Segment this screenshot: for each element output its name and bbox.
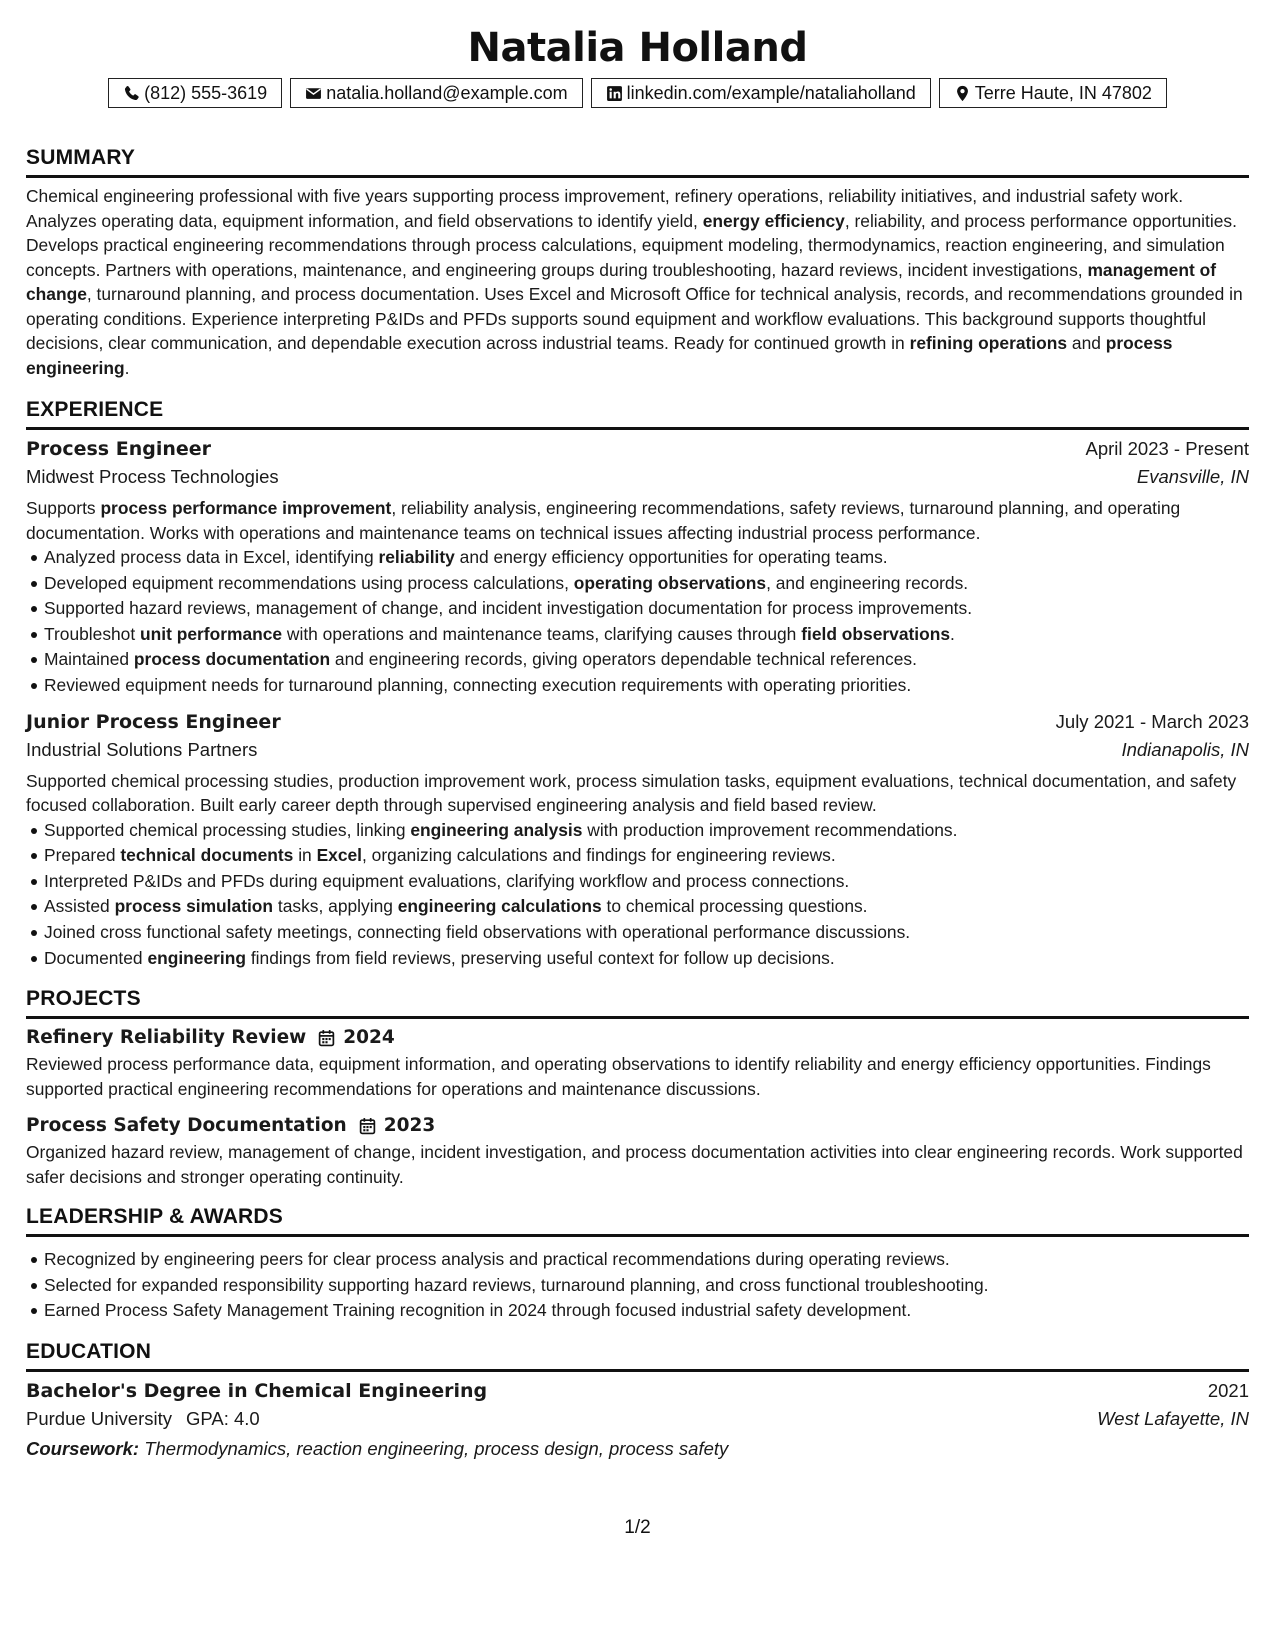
project-description: Reviewed process performance data, equipment information, and operating observations to identify reliability and energy efficiency opportunities. Findings supported practical engineering recommendations for operations and maintenance discussions. (26, 1054, 1211, 1099)
education-location: West Lafayette, IN (1097, 1407, 1249, 1429)
bullet-seg: Prepared (44, 845, 121, 866)
job-description (26, 769, 1249, 818)
project-description: Organized hazard review, management of change, incident investigation, and process documentation activities into clear engineering records. Work supported safer decisions and stronger operating continuity. (26, 1142, 1243, 1187)
bullet-emphasis: engineering calculations (397, 896, 602, 917)
job-entry (26, 711, 1249, 972)
job-entry (26, 438, 1249, 699)
bullet-seg: in (293, 845, 317, 866)
job-description (26, 496, 1249, 545)
coursework-list: Thermodynamics, reaction engineering, process design, process safety (139, 1437, 729, 1459)
page-indicator: 1/2 (624, 1517, 651, 1538)
education-school: Purdue University (26, 1407, 173, 1429)
leadership-bullets (26, 1247, 1249, 1324)
summary-seg: , turnaround planning, and process documentation. Uses Excel and Microsoft Office for technical analysis, records, and recommendations grounded in operating conditions. Experience interpreting P&IDs and PFDs supports sound equipment and workflow evaluations. This background supports thoughtful decisions, clear communication, and dependable execution across industrial teams. Ready for continued growth in (26, 284, 1243, 353)
section-title-projects: PROJECTS (26, 987, 1249, 1019)
job-location: Indianapolis, IN (1121, 738, 1249, 760)
list-item: Earned Process Safety Management Training recognition in 2024 through focused industrial safety development. (44, 1298, 1249, 1324)
bullet-emphasis: process simulation (114, 896, 274, 917)
contact-linkedin-text: linkedin.com/example/nataliaholland (626, 82, 916, 103)
project-entry (26, 1027, 1249, 1101)
experience-section (26, 398, 1249, 971)
bullet-seg: , and engineering records. (766, 572, 969, 593)
job-subheader (26, 739, 1249, 761)
desc-seg: Supports (26, 498, 101, 518)
bullet-seg: to chemical processing questions. (601, 896, 868, 917)
calendar-icon (359, 1117, 376, 1135)
job-dates: April 2023 - Present (1085, 438, 1249, 459)
job-header (26, 438, 1249, 460)
bullet-emphasis: operating observations (573, 572, 767, 593)
contact-linkedin[interactable] (591, 78, 931, 108)
bullet-emphasis: engineering analysis (410, 819, 583, 840)
list-item: Recognized by engineering peers for clear process analysis and practical recommendations during operating reviews. (44, 1247, 1249, 1273)
job-header (26, 711, 1249, 733)
education-subheader (26, 1408, 1249, 1430)
summary-seg: , reliability, and process performance opportunities. Develops practical engineering recommendations through process calculations, equipment modeling, thermodynamics, reaction engineering, and simulation concepts. Partners with operations, maintenance, and engineering groups during troubleshooting, hazard reviews, incident investigations, (26, 210, 1237, 280)
bullet-seg: Documented (44, 947, 148, 968)
bullet-seg: Developed equipment recommendations using process calculations, (44, 572, 574, 593)
bullet-emphasis: Excel (316, 845, 363, 866)
bullet-emphasis: unit performance (140, 623, 283, 644)
job-title: Process Engineer (26, 438, 212, 460)
bullet-emphasis: process documentation (133, 649, 331, 670)
summary-seg: and (1067, 333, 1106, 353)
linkedin-icon (606, 85, 623, 102)
summary-emphasis: energy efficiency (702, 210, 845, 231)
leadership-section (26, 1205, 1249, 1324)
project-entry (26, 1115, 1249, 1189)
job-company: Industrial Solutions Partners (26, 738, 258, 760)
job-location: Evansville, IN (1136, 466, 1249, 487)
list-item (44, 818, 1249, 844)
contact-bar (26, 78, 1249, 108)
bullet-seg: Interpreted P&IDs and PFDs during equipment evaluations, clarifying workflow and process connections. (44, 870, 850, 891)
summary-seg: Chemical engineering professional with five years supporting process improvement, refinery operations, reliability initiatives, and industrial safety work. Analyzes operating data, equipment information, and field observations to identify yield, (26, 186, 1184, 231)
project-year: 2023 (383, 1115, 436, 1137)
envelope-icon (305, 85, 322, 102)
list-item (44, 894, 1249, 920)
contact-phone[interactable] (108, 78, 282, 108)
section-title-education: EDUCATION (26, 1340, 1249, 1372)
list-item (44, 596, 1249, 622)
summary-section (26, 146, 1249, 380)
list-item (44, 622, 1249, 648)
map-pin-icon (954, 85, 971, 102)
bullet-seg: with operations and maintenance teams, clarifying causes through (282, 623, 802, 644)
bullet-seg: findings from field reviews, preserving useful context for follow up decisions. (246, 947, 835, 968)
list-item (44, 571, 1249, 597)
summary-text (26, 184, 1249, 380)
project-header (26, 1027, 1249, 1048)
contact-email-text: natalia.holland@example.com (326, 82, 568, 103)
summary-seg: . (124, 357, 130, 378)
list-item: Selected for expanded responsibility supporting hazard reviews, turnaround planning, and cross functional troubleshooting. (44, 1273, 1249, 1299)
bullet-seg: tasks, applying (273, 896, 398, 917)
bullet-seg: Joined cross functional safety meetings, connecting field observations with operational performance discussions. (44, 921, 911, 942)
job-title: Junior Process Engineer (26, 710, 281, 733)
summary-emphasis: management of change (26, 259, 1216, 304)
bullet-emphasis: technical documents (120, 845, 294, 866)
desc-emphasis: process performance improvement (100, 498, 392, 518)
education-coursework (26, 1438, 1249, 1460)
bullet-seg: Supported chemical processing studies, linking (44, 819, 411, 840)
phone-icon (123, 85, 140, 102)
bullet-seg: and energy efficiency opportunities for operating teams. (454, 547, 888, 567)
project-year: 2024 (343, 1027, 395, 1049)
education-gpa: GPA: 4.0 (186, 1407, 260, 1429)
candidate-name: Natalia Holland (467, 25, 808, 71)
projects-section (26, 987, 1249, 1189)
job-dates: July 2021 - March 2023 (1055, 710, 1249, 732)
bullet-emphasis: reliability (378, 547, 455, 567)
calendar-icon (318, 1029, 335, 1047)
list-item (44, 545, 1249, 571)
list-item (44, 946, 1249, 972)
contact-location[interactable] (939, 78, 1167, 108)
bullet-seg: Assisted (44, 896, 115, 917)
list-item (44, 673, 1249, 699)
bullet-seg: Maintained (44, 649, 134, 670)
bullet-seg: , organizing calculations and findings for engineering reviews. (362, 845, 836, 866)
project-title: Refinery Reliability Review (26, 1027, 307, 1049)
bullet-emphasis: engineering (147, 947, 246, 968)
education-degree: Bachelor's Degree in Chemical Engineering (26, 1379, 488, 1402)
job-subheader (26, 466, 1249, 488)
education-school-line (26, 1408, 260, 1430)
section-title-leadership: LEADERSHIP & AWARDS (26, 1205, 1249, 1237)
resume-page (26, 0, 1249, 1460)
bullet-emphasis: field observations (801, 623, 951, 644)
summary-emphasis: refining operations (909, 333, 1068, 353)
job-bullets (26, 818, 1249, 972)
list-item (44, 920, 1249, 946)
list-item (44, 869, 1249, 895)
contact-email[interactable] (290, 78, 582, 108)
bullet-seg: with production improvement recommendations. (582, 819, 958, 840)
desc-seg: , reliability analysis, engineering recommendations, safety reviews, turnaround planning, and operating documentation. Works with operations and maintenance teams on technical issues affecting industrial process performance. (26, 498, 1181, 543)
desc-seg: Supported chemical processing studies, production improvement work, process simulation tasks, equipment evaluations, technical documentation, and safety focused collaboration. Built early career depth through supervised engineering analysis and field based review. (26, 770, 1237, 816)
project-header (26, 1115, 1249, 1136)
education-year: 2021 (1207, 1379, 1249, 1401)
bullet-seg: . (950, 623, 955, 644)
summary-emphasis: process engineering (26, 333, 1173, 378)
section-title-summary: SUMMARY (26, 146, 1249, 178)
coursework-label: Coursework: (26, 1437, 140, 1459)
bullet-seg: Reviewed equipment needs for turnaround planning, connecting execution requirements with operating priorities. (44, 674, 912, 695)
bullet-seg: and engineering records, giving operators dependable technical references. (330, 649, 917, 670)
project-title: Process Safety Documentation (26, 1115, 347, 1137)
job-bullets (26, 545, 1249, 699)
section-title-experience: EXPERIENCE (26, 398, 1249, 430)
bullet-seg: Supported hazard reviews, management of change, and incident investigation documentation for process improvements. (44, 598, 973, 619)
bullet-seg: Analyzed process data in Excel, identifying (44, 547, 379, 567)
education-header (26, 1380, 1249, 1402)
contact-location-text: Terre Haute, IN 47802 (974, 82, 1152, 103)
list-item (44, 843, 1249, 869)
education-section (26, 1340, 1249, 1460)
list-item (44, 647, 1249, 673)
job-company: Midwest Process Technologies (26, 466, 279, 487)
bullet-seg: Troubleshot (44, 623, 141, 644)
contact-phone-text: (812) 555-3619 (144, 82, 268, 103)
